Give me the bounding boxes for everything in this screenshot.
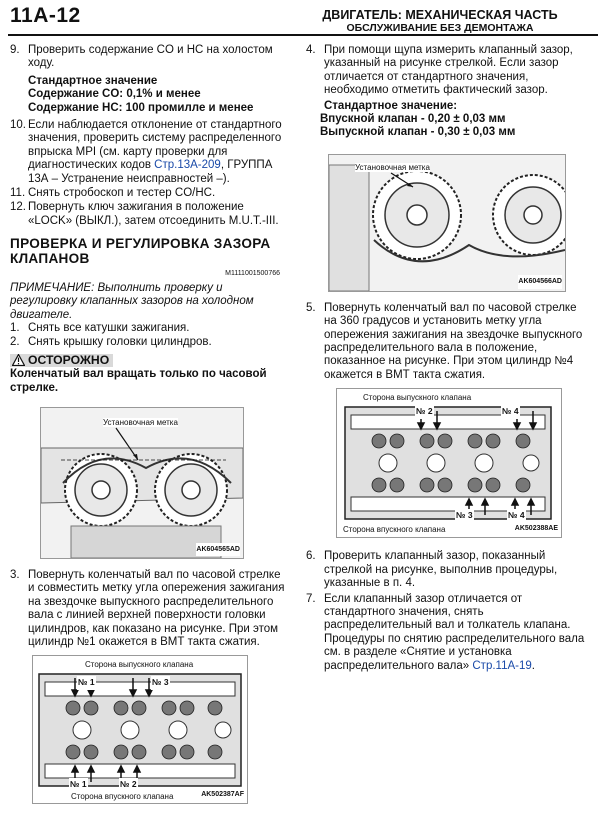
item-text: Проверить клапанный зазор, показанный стрелкой на рисунке, выполнив процедуры, указанные в п. 4. xyxy=(324,550,558,590)
warning-header xyxy=(10,354,113,367)
cylinder-2-label: № 2 xyxy=(119,778,138,791)
cylinder-4-top-label: № 4 xyxy=(501,405,520,418)
cylinder-1-top-label: № 1 xyxy=(77,676,96,689)
item-number: 2. xyxy=(10,336,20,349)
list-item xyxy=(10,336,290,349)
page-header xyxy=(290,8,590,35)
cylinder-head-illustration xyxy=(33,656,247,803)
standard-title: Стандартное значение: xyxy=(324,99,458,112)
figure-id: AK502388AE xyxy=(515,522,558,535)
header-rule xyxy=(8,34,598,36)
cylinder-3-label: № 3 xyxy=(455,509,474,522)
item-number: 5. xyxy=(306,301,316,314)
note xyxy=(10,282,290,322)
list-item xyxy=(306,550,590,590)
item-text: При помощи щупа измерить клапанный зазор, указанный на рисунке стрелкой. Если зазор отличается от стандартного значения, необходимо отметить фактический зазор. xyxy=(324,44,573,97)
warning-text: Коленчатый вал вращать только по часовой стрелке. xyxy=(10,368,267,394)
item-number: 1. xyxy=(10,321,20,334)
exhaust-side-label: Сторона выпускного клапана xyxy=(85,660,194,670)
item-number: 7. xyxy=(306,592,316,605)
section-code: M1111001500766 xyxy=(225,270,280,278)
chapter-subtitle: ОБСЛУЖИВАНИЕ БЕЗ ДЕМОНТАЖА xyxy=(346,22,534,34)
item-text: Снять все катушки зажигания. xyxy=(28,321,190,334)
chapter-title: ДВИГАТЕЛЬ: МЕХАНИЧЕСКАЯ ЧАСТЬ xyxy=(322,8,558,22)
cylinder-2-label: № 2 xyxy=(415,405,434,418)
cylinder-4-bottom-label: № 4 xyxy=(507,509,526,522)
item-text: Если клапанный зазор отличается от стандартного значения, снять распределительный вал и толкатель клапана. Процедуры по снятию распределительного вала см. в разделе «Снятие и установка распределительного вала» xyxy=(324,592,585,672)
figure-label: Установочная метка xyxy=(103,417,178,427)
sprocket-illustration xyxy=(41,408,243,558)
figure-id: AK502387AF xyxy=(201,788,244,801)
note-text: Выполнить проверку и регулировку клапанных зазоров на холодном двигателе. xyxy=(10,281,254,321)
timing-mark-figure xyxy=(40,407,244,559)
item-number: 12. xyxy=(10,201,26,214)
list-item xyxy=(306,302,590,382)
warning-block xyxy=(10,354,290,395)
standard-hc: Содержание HC: 100 промилле и менее xyxy=(28,101,254,114)
list-item xyxy=(306,44,590,98)
exhaust-side-label: Сторона выпускного клапана xyxy=(363,393,472,403)
figure-id: AK604566AD xyxy=(518,275,562,288)
list-item xyxy=(10,44,290,71)
item-number: 11. xyxy=(10,187,26,200)
cylinder-head-figure-1 xyxy=(32,655,248,804)
list-item xyxy=(10,119,290,186)
item-number: 3. xyxy=(10,568,20,581)
list-item xyxy=(10,569,290,649)
item-text: , ГРУППА 13А – Устранение неисправностей –). xyxy=(28,159,273,185)
cylinder-1-bottom-label: № 1 xyxy=(69,778,88,791)
page-link[interactable]: Стр.13A-209 xyxy=(154,159,221,172)
standard-intake: Впускной клапан - 0,20 ± 0,03 мм xyxy=(320,113,506,126)
left-column xyxy=(10,44,290,804)
item-text: . xyxy=(531,659,535,672)
item-text: Повернуть коленчатый вал по часовой стрелке на 360 градусов и установить метку угла опережения зажигания на звездочке выпускного распределительного вала в положение, показанное на рисунке. При этом цилиндр №4 окажется в ВМТ такта сжатия. xyxy=(324,301,583,381)
standard-title: Стандартное значение xyxy=(28,74,158,87)
standard-exhaust: Выпускной клапан - 0,30 ± 0,03 мм xyxy=(320,126,516,139)
item-text: Повернуть коленчатый вал по часовой стрелке и совместить метку угла опережения зажигания на звездочке выпускного распределительного вала с линией верхней поверхности головки цилиндров, как показано на рисунке. При этом цилиндр №1 окажется в ВМТ такта сжатия. xyxy=(28,568,285,648)
item-number: 9. xyxy=(10,44,20,56)
warning-icon xyxy=(12,354,25,366)
item-text: Если наблюдается отклонение от стандартного значения, проверить систему распределенного впрыска MPI (см. карту проверки для диагностических кодов xyxy=(28,119,282,172)
intake-side-label: Сторона впускного клапана xyxy=(343,525,446,535)
figure-id: AK604565AD xyxy=(196,543,240,556)
standard-co: Содержание CO: 0,1% и менее xyxy=(28,88,201,101)
page-number: 11A-12 xyxy=(10,4,81,27)
item-text: Повернуть ключ зажигания в положение «LOCK» (ВЫКЛ.), затем отсоединить M.U.T.-III. xyxy=(28,201,279,227)
cylinder-head-illustration xyxy=(337,389,561,537)
warning-title: ОСТОРОЖНО xyxy=(28,352,110,367)
page-link[interactable]: Стр.11A-19 xyxy=(472,659,532,672)
timing-mark-figure-2 xyxy=(328,154,566,292)
cylinder-3-label: № 3 xyxy=(151,676,170,689)
figure-label: Установочная метка xyxy=(355,162,430,172)
item-number: 10. xyxy=(10,119,26,132)
list-item xyxy=(10,201,290,228)
item-text: Снять стробоскоп и тестер CO/HC. xyxy=(28,187,216,200)
section-title: ПРОВЕРКА И РЕГУЛИРОВКА ЗАЗОРА КЛАПАНОВ xyxy=(10,236,271,267)
list-item xyxy=(306,593,590,673)
list-item xyxy=(10,322,290,335)
item-number: 6. xyxy=(306,550,316,563)
cylinder-head-figure-2 xyxy=(336,388,562,538)
sprocket-illustration xyxy=(329,155,565,291)
item-text: Проверить содержание CO и HC на холостом ходу. xyxy=(28,44,273,70)
intake-side-label: Сторона впускного клапана xyxy=(71,792,174,802)
list-item xyxy=(10,187,290,200)
item-text: Снять крышку головки цилиндров. xyxy=(28,336,212,349)
right-column xyxy=(306,44,590,674)
note-label: ПРИМЕЧАНИЕ: xyxy=(10,281,95,294)
item-number: 4. xyxy=(306,44,316,56)
